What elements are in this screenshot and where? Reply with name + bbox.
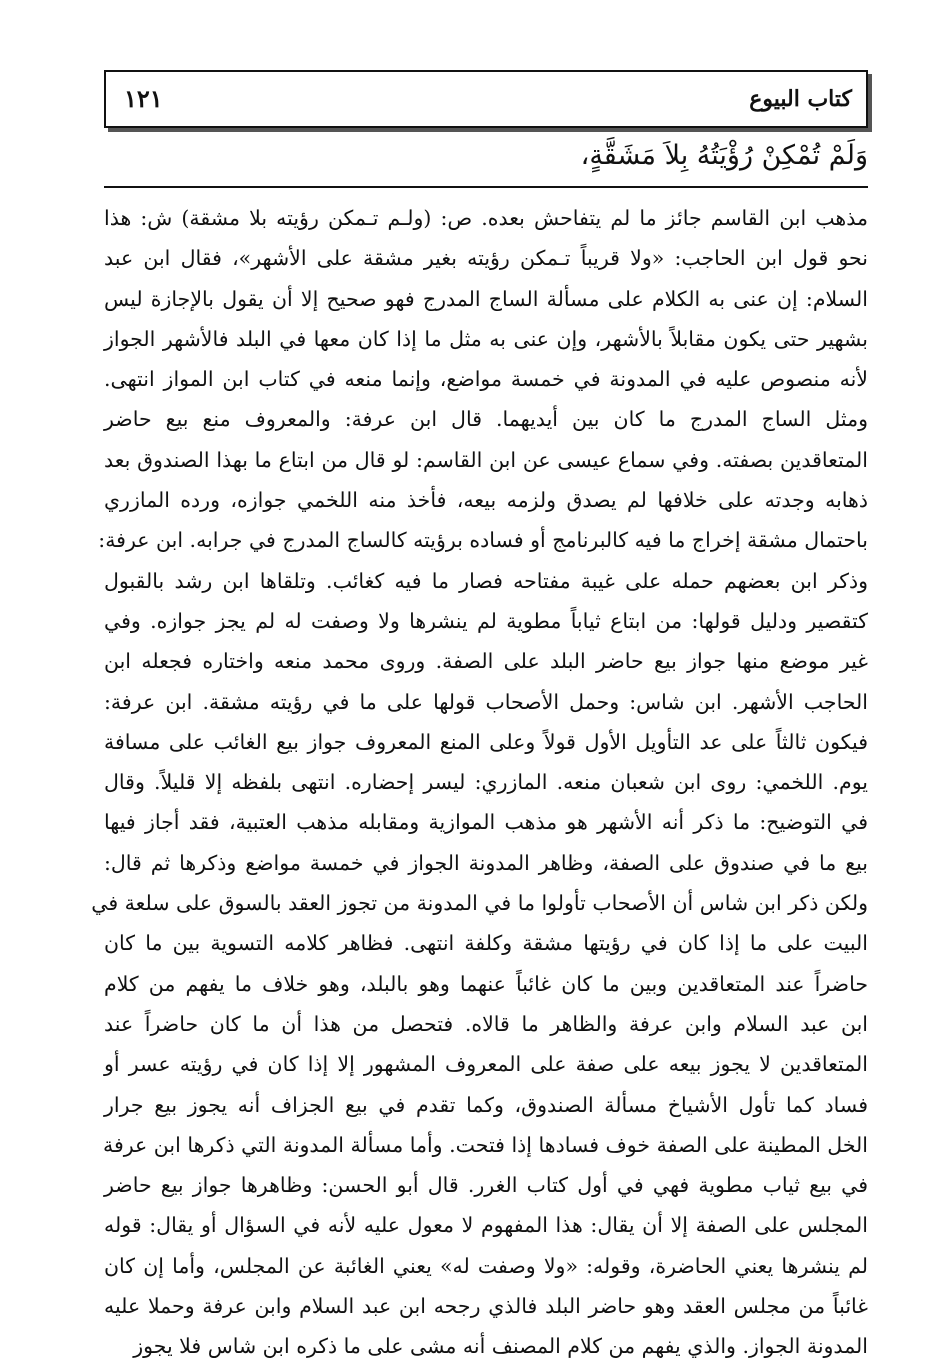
commentary-line: لأنه منصوص عليه في المدونة في خمسة مواضع، وإنما منعه في كتاب ابن المواز انتهى. [104, 367, 868, 392]
commentary-line: بيع ما في صندوق على الصفة، وظاهر المدونة الجواز في خمسة مواضع وذكرها ثم قال: [104, 850, 868, 875]
commentary-line: لم ينشرها يعني الحاضرة، وقوله: «ولا وصفت له» يعني الغائبة عن المجلس، وأما إن كان [104, 1253, 868, 1278]
commentary-line: المتعاقدين بصفته. وفي سماع عيسى عن ابن القاسم: لو قال من ابتاع ما بهذا الصندوق بعد [104, 447, 868, 472]
commentary-line: باحتمال مشقة إخراج ما فيه كالبرنامج أو فساده برؤيته كالساج المدرج في جرابه. ابن عرفة: [98, 528, 868, 553]
commentary-line: وذكر ابن بعضهم حمله على غيبة مفتاحه فصار ما فيه كغائب. وتلقاها ابن رشد بالقبول [104, 568, 868, 593]
commentary-line: السلام: إن عنى به الكلام على مسألة الساج المدرج فهو صحيح إلا أن يقول بالإجازة ليس [104, 286, 868, 311]
commentary-line: نحو قول ابن الحاجب: «ولا قريباً تـمكن رؤيته بغير مشقة على الأشهر»، فقال ابن عبد [104, 246, 868, 271]
commentary-line: المجلس على الصفة إلا أن يقال: هذا المفهوم لا معول عليه لأنه في السؤال أو يقال: قوله [104, 1213, 868, 1238]
commentary-line: المتعاقدين لا يجوز بيعه على صفة على المعروف المشهور إلا إذا كان في رؤيته عسر أو [104, 1052, 868, 1077]
matn-text: وَلَمْ تُمْكِنْ رُؤْيَتُهُ بِلاَ مَشَقَّةٍ، [580, 140, 868, 171]
commentary-line: في التوضيح: ما ذكر أنه الأشهر هو مذهب الموازية ومقابله مذهب العتبية، فقد أجاز فيها [104, 810, 868, 835]
separator-rule [104, 186, 868, 188]
commentary-line: المدونة الجواز. والذي يفهم من كلام المصنف أنه مشى على ما ذكره ابن شاس فلا يجوز [133, 1334, 868, 1359]
commentary-line: ابن عبد السلام وابن عرفة والظاهر ما قالاه. فتحصل من هذا أن ما كان حاضراً عند [104, 1011, 868, 1036]
running-header [104, 70, 868, 128]
commentary-line: الحاجب الأشهر. ابن شاس: وحمل الأصحاب قولها على ما في رؤيته مشقة. ابن عرفة: [104, 689, 868, 714]
commentary-line: في بيع ثياب مطوية فهي في أول كتاب الغرر. قال أبو الحسن: وظاهرها جواز بيع حاضر [104, 1173, 868, 1198]
commentary-text [91, 198, 868, 1367]
commentary-line: غير موضع منها جواز بيع حاضر البلد على الصفة. وروى محمد منعه واختاره فجعله ابن [104, 649, 868, 674]
commentary-line: بشهير حتى يكون مقابلاً بالأشهر، وإن عنى به مثل ما إذا كان معها في البلد فالأشهر الجواز [104, 326, 868, 351]
commentary-line: مذهب ابن القاسم جائز ما لم يتفاحش بعده. ص: (ولـم تـمكن رؤيته بلا مشقة) ش: هذا [104, 206, 868, 230]
commentary-line: كتقصير ودليل قولها: من ابتاع ثياباً مطوية لم ينشرها ولا وصفت له لم يجز جوازه. وفي [104, 608, 868, 633]
commentary-line: ومثل الساج المدرج ما كان بين أيديهما. قال ابن عرفة: والمعروف منع بيع حاضر [104, 407, 868, 432]
book-title: كتاب البيوع [749, 86, 852, 112]
commentary-line: غائباً من مجلس العقد وهو حاضر البلد فالذي رجحه ابن عبد السلام وابن عرفة وحملا عليه [104, 1294, 868, 1319]
commentary-line: فساد كما تأول الأشياخ مسألة الصندوق، وكما تقدم في بيع الجزاف أنه يجوز بيع جرار [104, 1092, 868, 1117]
commentary-line: الخل المطينة على الصفة خوف فسادها إذا فتحت. وأما مسألة المدونة التي ذكرها ابن عرفة [102, 1132, 868, 1157]
commentary-line: حاضراً عند المتعاقدين وبين ما كان غائباً عنهما وهو بالبلد، وهو خلاف ما يفهم من كلام [104, 971, 868, 996]
page-number: ١٢١ [124, 84, 163, 113]
commentary-line: فيكون ثالثاً على عد التأويل الأول قولاً وعلى المنع المعروف جواز بيع الغائب على مسافة [104, 729, 868, 754]
commentary-line: البيت على ما إذا كان في رؤيتها مشقة وكلفة انتهى. فظاهر كلامه التسوية بين ما كان [104, 931, 868, 956]
commentary-line: يوم. اللخمي: روى ابن شعبان منعه. المازري: ليسر إحضاره. انتهى بلفظه إلا قليلاً. وقال [104, 770, 868, 795]
commentary-line: ذهابه وجدته على خلافها لم يصدق ولزمه بيعه، فأخذ منه اللخمي جوازه، ورده المازري [104, 488, 868, 513]
commentary-line: ولكن ذكر ابن شاس أن الأصحاب تأولوا ما في المدونة من تجوز العقد بالسوق على سلعة في [91, 891, 868, 916]
